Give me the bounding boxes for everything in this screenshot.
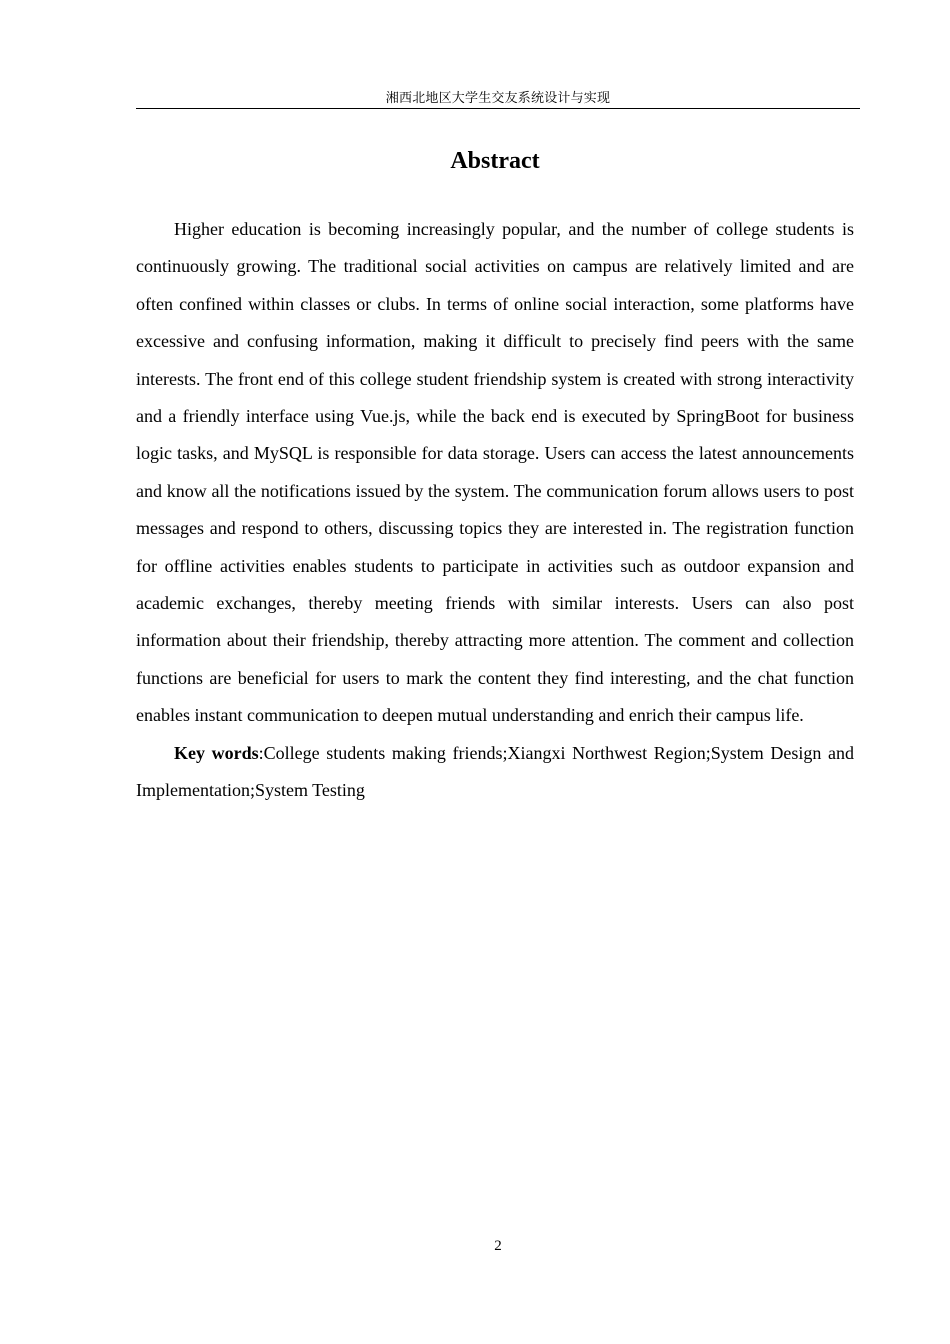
running-header: 湘西北地区大学生交友系统设计与实现 <box>385 91 611 106</box>
keywords-list: :College students making friends;Xiangxi Northwest Region;System Design and Implementation;System Testing <box>136 742 854 801</box>
abstract-body: Higher education is becoming increasingly popular, and the number of college students is continuously growing. The traditional social activities on campus are relatively limited and are often confined within classes or clubs. In terms of online social interaction, some platforms have excessive and confusing information, making it difficult to precisely find peers with the same interests. The front end of this college student friendship system is created with strong interactivity and a friendly interface using Vue.js, while the back end is executed by SpringBoot for business logic tasks, and MySQL is responsible for data storage. Users can access the latest announcements and know all the notifications issued by the system. The communication forum allows users to post messages and respond to others, discussing topics they are interested in. The registration function for offline activities enables students to participate in activities such as outdoor expansion and academic exchanges, thereby meeting friends with similar interests. Users can also post information about their friendship, thereby attracting more attention. The comment and collection functions are beneficial for users to mark the content they find interesting, and the chat function enables instant communication to deepen mutual understanding and enrich their campus life. <box>136 219 854 726</box>
keywords-label: Key words <box>174 742 259 763</box>
abstract-title: Abstract <box>450 148 540 174</box>
keywords-paragraph <box>136 735 854 810</box>
abstract-section <box>136 211 854 810</box>
page-number: 2 <box>494 1238 502 1254</box>
header-rule <box>136 108 860 109</box>
